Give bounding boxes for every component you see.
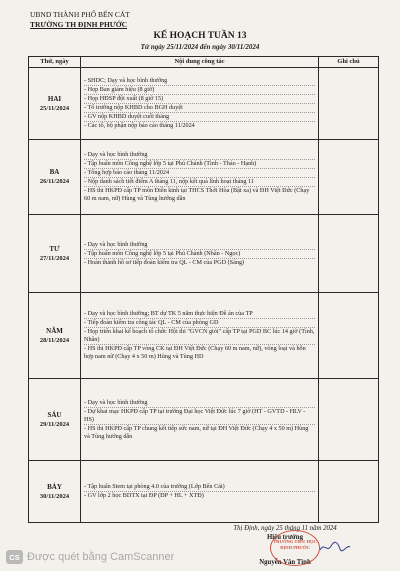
task-item: - Dạy và học bình thường: [84, 399, 315, 408]
document-title: KẾ HOẠCH TUẦN 13: [153, 31, 247, 41]
column-header-note: Ghi chú: [319, 57, 379, 68]
weekly-plan-table: [28, 56, 379, 523]
camscanner-watermark: [0, 546, 230, 568]
day-cell: [29, 293, 81, 379]
content-cell: [81, 215, 319, 293]
department-name: UBND THÀNH PHỐ BẾN CÁT: [30, 10, 130, 19]
task-item: - Dạy và học bình thường: [84, 241, 315, 250]
table-row: [29, 68, 379, 140]
official-stamp: TRƯỜNG TIỂU HỌC ĐỊNH PHƯỚC: [270, 530, 320, 566]
column-header-content: Nội dung công tác: [81, 57, 319, 68]
day-name: HAI: [47, 94, 62, 103]
note-cell: [319, 461, 379, 523]
task-item: - Họp triển khai kế hoạch tổ chức Hội thi "GVCN giỏi" cấp TP tại PGD BC lúc 14 giờ (Tình, Nhân): [84, 328, 315, 343]
day-date: 29/11/2024: [39, 420, 70, 428]
day-date: 30/11/2024: [39, 492, 70, 500]
task-item: - Tổ trưởng nộp KHBD cho BGH duyệt: [84, 104, 315, 113]
task-item: - Hoàn thành hồ sơ tiếp đoàn kiểm tra QL - CM của PGD (Sáng): [84, 258, 245, 266]
task-item: - Tập huấn môn Công nghệ lớp 5 tại Phú Chánh (Nhân - Ngọc): [84, 250, 315, 259]
content-cell: [81, 68, 319, 140]
note-cell: [319, 293, 379, 379]
content-cell: [81, 140, 319, 215]
task-item: - Dạy và học bình thường; BT dự TK 5 năm thực hiện Đề án của TP: [84, 310, 315, 319]
day-date: 26/11/2024: [39, 178, 70, 185]
camscanner-logo-icon: CS: [6, 550, 23, 564]
task-item: - Tiếp đoàn kiểm tra công tác QL - CM của phòng GD: [84, 319, 315, 328]
place-date: Thị Định, ngày 25 tháng 11 năm 2024: [233, 525, 337, 532]
signature-mark: [318, 540, 352, 554]
document-subtitle: Từ ngày 25/11/2024 đến ngày 30/11/2024: [140, 43, 260, 51]
day-cell: [29, 461, 81, 523]
day-cell: [29, 68, 81, 140]
table-row: [29, 293, 379, 379]
task-item: - HS thi HKPĐ cấp TP môn Điền kinh tại THCS Thới Hòa (Bật xa) và ĐH Việt Đức (Chạy 60 m nam, nữ) Hùng và Tùng hướng dẫn: [84, 187, 310, 202]
content-cell: [81, 461, 319, 523]
note-cell: [319, 140, 379, 215]
table-row: [29, 461, 379, 523]
day-date: 28/11/2024: [39, 336, 70, 344]
table-row: [29, 140, 379, 215]
content-cell: [81, 379, 319, 461]
day-name: NĂM: [46, 326, 63, 335]
task-item: - GV lớp 2 học BDTX tại ĐP (ĐP + HL + XTĐ): [84, 492, 204, 499]
task-item: - Dạy và học bình thường: [84, 151, 315, 160]
task-item: - Nộp danh sách tiết điểm A tháng 11, nộp kết quả lĩnh hoạt tháng 11: [84, 178, 315, 187]
table-header-row: [29, 57, 379, 68]
school-name: TRƯỜNG TH ĐỊNH PHƯỚC: [30, 20, 128, 29]
day-name: TƯ: [49, 244, 60, 253]
document-header: [30, 10, 130, 30]
task-item: - Họp HĐSP đột xuất (8 giờ 15): [84, 95, 315, 104]
day-name: BẢY: [47, 482, 62, 491]
task-item: - Các tổ, bộ phận nộp báo cáo tháng 11/2024: [84, 122, 195, 129]
day-cell: [29, 215, 81, 293]
task-item: - Họp Ban giám hiệu (8 giờ): [84, 86, 315, 95]
task-item: - GV nộp KHBD duyệt cuối tháng: [84, 113, 315, 122]
task-item: - HS thi HKPĐ cấp TP vòng CK tại ĐH Việt Đức (Chạy 60 m nam, nữ), vòng loại và hỗn hợp nam nữ (Chạy 4 x 50 m) Hùng và Tùng HD: [84, 345, 306, 360]
task-item: - Dự khai mạc HKPĐ cấp TP tại trường Đại học Việt Đức lúc 7 giờ (HT - GVTD - HLV - HS): [84, 408, 315, 425]
day-name: BA: [49, 168, 60, 176]
task-item: - HS thi HKPĐ cấp TP chung kết tiếp sức nam, nữ tại ĐH Việt Đức (Chạy 4 x 50 m) Hùng và Tùng hướng dẫn: [84, 424, 309, 440]
table-row: [29, 215, 379, 293]
day-cell: [29, 379, 81, 461]
task-item: - Tổng hợp báo cáo tháng 11/2024: [84, 169, 315, 178]
task-item: - SHDC; Dạy và học bình thường: [84, 77, 315, 86]
note-cell: [319, 215, 379, 293]
table-row: [29, 379, 379, 461]
day-date: 25/11/2024: [39, 104, 70, 112]
column-header-day: Thứ, ngày: [29, 57, 81, 68]
content-cell: [81, 293, 319, 379]
signer-role: Hiệu trưởng: [267, 534, 303, 541]
day-cell: [29, 140, 81, 215]
note-cell: [319, 68, 379, 140]
day-name: SÁU: [47, 410, 62, 419]
watermark-text: Được quét bằng CamScanner: [27, 551, 175, 563]
task-item: - Tập huấn Stem tại phòng 4.0 của trường (Lớp Bến Cát): [84, 483, 315, 492]
note-cell: [319, 379, 379, 461]
day-date: 27/11/2024: [39, 254, 70, 262]
task-item: - Tập huấn môn Công nghệ lớp 5 tại Phú Chánh (Tình - Thảo - Hạnh): [84, 160, 315, 169]
signer-name: Nguyễn Văn Tình: [259, 559, 311, 566]
